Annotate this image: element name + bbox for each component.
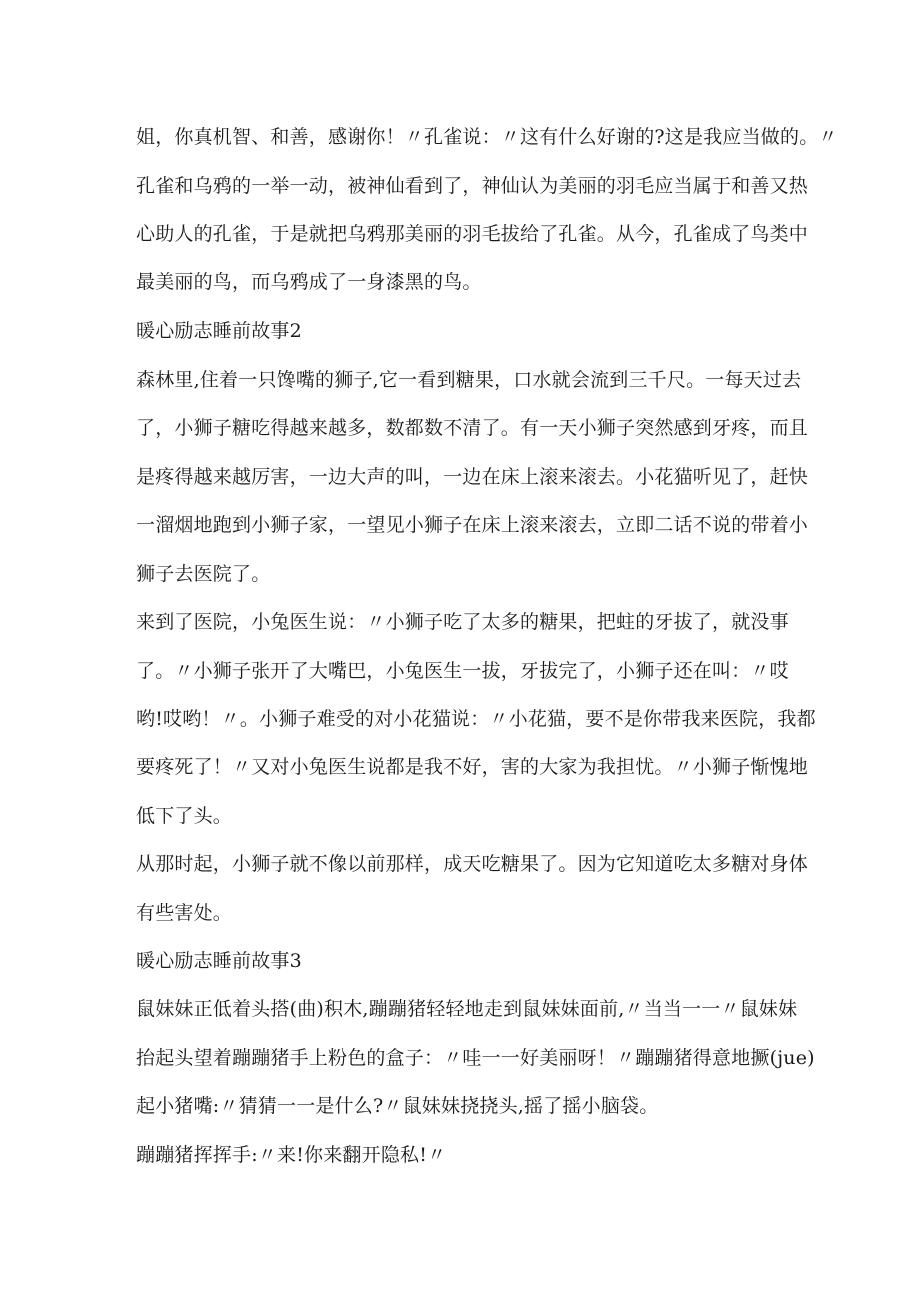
- text-line: 抬起头望着蹦蹦猪手上粉色的盒子：〃哇一一好美丽呀！〃蹦蹦猪得意地撅(jue): [136, 1047, 815, 1069]
- text-line: 有些害处。: [136, 902, 233, 924]
- text-line: 起小猪嘴:〃猜猜一一是什么?〃鼠妹妹挠挠头,摇了摇小脑袋。: [136, 1095, 659, 1117]
- text-line: 要疼死了！〃又对小兔医生说都是我不好，害的大家为我担忧。〃小狮子惭愧地: [136, 756, 809, 778]
- text-line: 孔雀和乌鸦的一举一动，被神仙看到了，神仙认为美丽的羽毛应当属于和善又热: [136, 175, 809, 197]
- text-line: 低下了头。: [136, 805, 233, 827]
- text-line: 鼠妹妹正低着头搭(曲)积木,蹦蹦猪轻轻地走到鼠妹妹面前,〃当当一一〃鼠妹妹: [136, 998, 798, 1020]
- section-heading-2: 暖心励志睡前故事2: [136, 320, 302, 342]
- text-line: 了，小狮子糖吃得越来越多，数都数不清了。有一天小狮子突然感到牙疼，而且: [136, 417, 809, 439]
- text-line: 哟!哎哟！〃。小狮子难受的对小花猫说：〃小花猫，要不是你带我来医院，我都: [136, 708, 816, 730]
- text-line: 森林里,住着一只馋嘴的狮子,它一看到糖果，口水就会流到三千尺。一每天过去: [136, 369, 802, 391]
- text-line: 从那时起，小狮子就不像以前那样，成天吃糖果了。因为它知道吃太多糖对身体: [136, 853, 809, 875]
- text-line: 是疼得越来越厉害，一边大声的叫，一边在床上滚来滚去。小花猫听见了，赶快: [136, 466, 809, 488]
- text-line: 最美丽的鸟，而乌鸦成了一身漆黑的鸟。: [136, 271, 482, 293]
- text-line: 狮子去医院了。: [136, 563, 271, 585]
- text-line: 心助人的孔雀，于是就把乌鸦那美丽的羽毛拔给了孔雀。从今，孔雀成了鸟类中: [136, 223, 809, 245]
- text-line: 蹦蹦猪挥挥手:〃来!你来翻开隐私!〃: [136, 1144, 447, 1166]
- section-heading-3: 暖心励志睡前故事3: [136, 950, 302, 972]
- text-line: 了。〃小狮子张开了大嘴巴，小兔医生一拔，牙拔完了，小狮子还在叫：〃哎: [136, 660, 789, 682]
- text-line: 一溜烟地跑到小狮子家，一望见小狮子在床上滚来滚去，立即二话不说的带着小: [136, 514, 809, 536]
- text-line: 来到了医院，小兔医生说：〃小狮子吃了太多的糖果，把蛀的牙拔了，就没事: [136, 611, 789, 633]
- text-line: 姐，你真机智、和善，感谢你！〃孔雀说：〃这有什么好谢的?这是我应当做的。〃: [136, 126, 838, 148]
